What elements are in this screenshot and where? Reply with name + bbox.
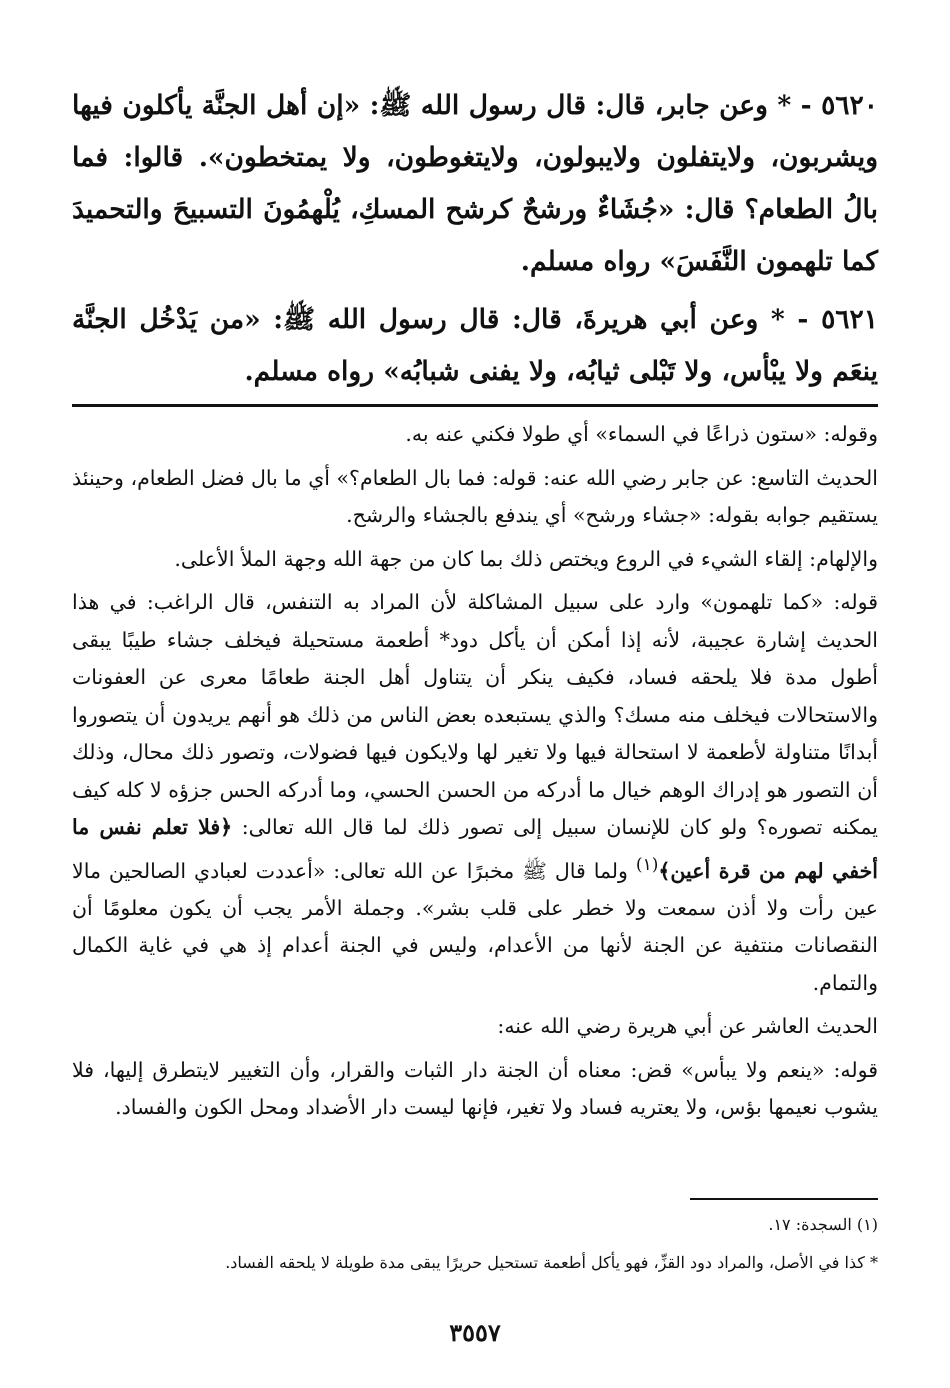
hadith-text-block	[72, 80, 878, 404]
page-number: ٣٥٥٧	[449, 1318, 501, 1347]
commentary-paragraph-6: قوله: «ينعم ولا يبأس» قض: معناه أن الجنة دار الثبات والقرار، وأن التغيير لايتطرق إليها، فلا يشوب نعيمها بؤس، ولا يعتريه فساد ولا تغير، فإنها ليست دار الأضداد ومحل الكون والفساد.	[72, 1057, 878, 1120]
footnote-marker: (١)	[635, 854, 659, 875]
commentary-paragraph-5: الحديث العاشر عن أبي هريرة رضي الله عنه:	[497, 1014, 878, 1039]
footnote-2: * كذا في الأصل، والمراد دود القزِّ، فهو يأكل أطعمة تستحيل حريرًا يبقى مدة طويلة لا يلحقه الفساد.	[225, 1253, 878, 1272]
footnotes-block	[72, 1210, 878, 1286]
footnote-divider-line	[690, 1198, 878, 1200]
hadith-5620: ٥٦٢٠ - * وعن جابر، قال: قال رسول الله ﷺ: «إن أهل الجنَّة يأكلون فيها ويشربون، ولايتفلون ولايبولون، ولايتغوطون، ولا يمتخطون». قالوا: فما بالُ الطعام؟ قال: «جُشَاءٌ ورشحٌ كرشح المسكِ، يُلْهمُونَ التسبيحَ والتحميدَ كما تلهمون النَّفَسَ» رواه مسلم.	[72, 90, 878, 277]
commentary-paragraph-4-start: قوله: «كما تلهمون» وارد على سبيل المشاكلة لأن المراد به التنفس، قال الراغب: في هذا الحديث إشارة عجيبة، لأنه إذا أمكن أن يأكل دود* أطعمة مستحيلة فيخلف جشاء طيبًا يبقى أطول مدة فلا يلحقه فساد، فكيف ينكر أن يتناول أهل الجنة طعامًا معرى عن العفونات والاستحالات فيخلف منه مسك؟ والذي يستبعده بعض الناس من ذلك هو أنهم يريدون أن يتصوروا أبدانًا متناولة لأطعمة لا استحالة فيها ولا تغير لها ولايكون فيها فضولات، وتصور ذلك محال، وذلك أن التصور هو إدراك الوهم خيال ما أدركه من الحسن الحسي، وما أدركه الحس جزؤه لا كله كيف يمكنه تصوره؟ ولو كان للإنسان سبيل إلى تصور ذلك لما قال الله تعالى:	[72, 590, 878, 839]
commentary-paragraph-3: والإلهام: إلقاء الشيء في الروع ويختص ذلك بما كان من جهة الله وجهة الملأ الأعلى.	[174, 546, 878, 571]
footnote-1: (١) السجدة: ١٧.	[768, 1215, 878, 1234]
hadith-5621: ٥٦٢١ - * وعن أبي هريرةَ، قال: قال رسول الله ﷺ: «من يَدْخُل الجنَّة ينعَم ولا يبْأس، ولا تَبْلى ثيابُه، ولا يفنى شبابُه» رواه مسلم.	[72, 304, 878, 387]
main-divider-line	[72, 404, 878, 407]
commentary-paragraph-4	[72, 584, 878, 1002]
commentary-paragraph-1: وقوله: «ستون ذراعًا في السماء» أي طولا فكني عنه به.	[405, 422, 878, 446]
quran-verse: ﴿فلا تعلم نفس ما أخفي لهم من قرة أعين﴾	[72, 815, 878, 883]
commentary-paragraph-2: الحديث التاسع: عن جابر رضي الله عنه: قوله: فما بال الطعام؟» أي ما بال فضل الطعام، وحينئذ يستقيم جوابه بقوله: «جشاء ورشح» أي يندفع بالجشاء والرشح.	[72, 465, 878, 527]
commentary-block	[72, 416, 878, 1133]
commentary-paragraph-4-end: ولما قال ﷺ مخبرًا عن الله تعالى: «أعددت لعبادي الصالحين مالا عين رأت ولا أذن سمعت ولا خطر على قلب بشر». وجملة الأمر يجب أن يكون معلومًا أن النقصانات منتفية عن الجنة لأنها من الأعدام، وليس في الجنة أعدام إذ هي في غاية الكمال والتمام.	[72, 858, 878, 995]
